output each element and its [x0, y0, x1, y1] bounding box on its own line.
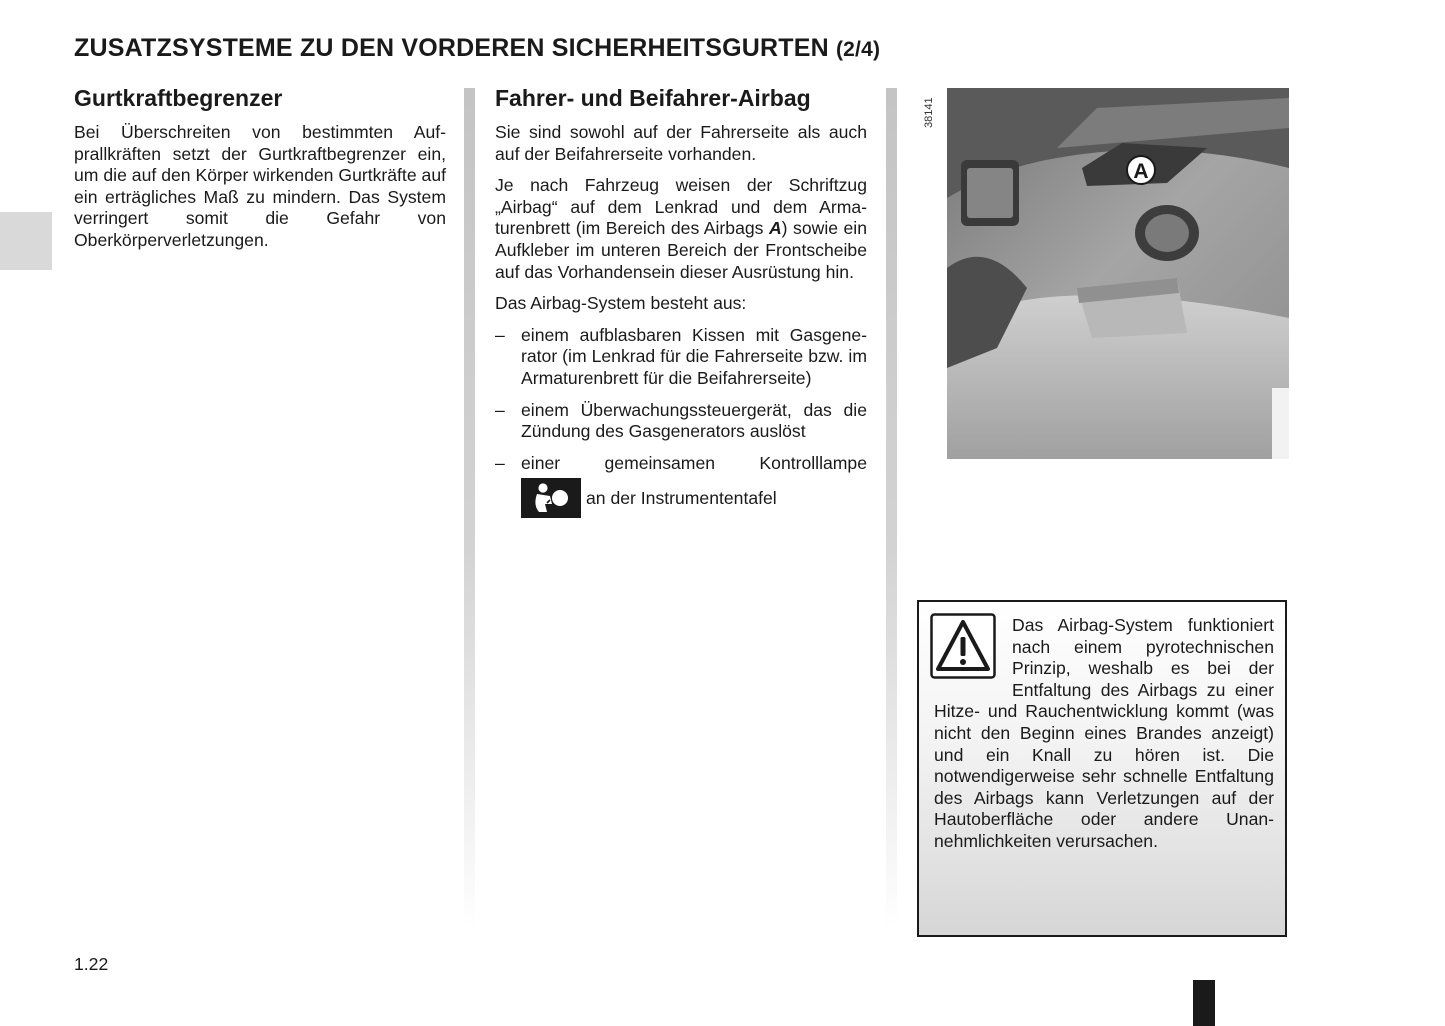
- list-item: – einem Überwachungssteuergerät, das die Zündung des Gasgenerators auslöst: [495, 400, 867, 443]
- column-belt-limiter: [74, 84, 446, 262]
- airbag-component-list: [495, 325, 867, 519]
- section-heading-belt-limiter: Gurtkraftbegrenzer: [74, 85, 283, 111]
- column-airbag: [495, 84, 867, 518]
- lamp-caption: an der Instrumententafel: [586, 487, 777, 508]
- thumb-index-mark: [1193, 980, 1215, 1026]
- column-divider: [886, 88, 897, 930]
- page-title-suffix: (2/4): [835, 38, 881, 61]
- list-item: – einem aufblasbaren Kissen mit Gasgenerator (im Lenkrad für die Fahrerseite bzw. im Armaturenbrett für die Beifahrerseite): [495, 325, 867, 390]
- page-title-main: ZUSATZSYSTEME ZU DEN VORDEREN SICHERHEITSGURTEN: [74, 34, 829, 62]
- side-tab-marker: [0, 212, 52, 270]
- airbag-paragraph-1: Sie sind sowohl auf der Fahrerseite als auch auf der Beifahrerseite vorhanden.: [495, 122, 867, 164]
- airbag-warning-icon: [521, 478, 581, 518]
- airbag-paragraph-3: Das Airbag-System besteht aus:: [495, 293, 747, 314]
- page-title: [74, 34, 880, 63]
- airbag-paragraph-2: Je nach Fahrzeug weisen der Schriftzug „Airbag“ auf dem Lenkrad und dem Armaturenbrett (im Bereich des Airbags A) sowie ein Aufkleber im unteren Bereich der Frontscheibe auf das Vorhandensein dieser Ausrüstung hin.: [495, 175, 867, 282]
- page-number: 1.22: [74, 954, 109, 974]
- section-heading-airbag: Fahrer- und Beifahrer-Airbag: [495, 85, 811, 111]
- belt-limiter-paragraph: Bei Überschreiten von bestimmten Aufprallkräften setzt der Gurtkraftbegrenzer ein, um die auf den Körper wirkenden Gurtkräfte auf ein erträgliches Maß zu mindern. Das System verringert somit die Gefahr von Oberkörperverletzungen.: [74, 122, 446, 250]
- dashboard-photo: [917, 88, 1289, 459]
- warning-box: [917, 600, 1287, 937]
- figure-label-a: A: [1133, 160, 1149, 183]
- airbag-reference-a: A: [768, 218, 782, 239]
- column-divider: [464, 88, 475, 930]
- warning-text: Das Airbag-System funktioniert nach einem pyrotechnischen Prinzip, weshalb es bei der Entfaltung des Airbags zu einer Hitze- und Rauchentwicklung kommt (was nicht den Beginn eines Brandes anzeigt) und ein Knall zu hören ist. Die notwendigerweise sehr schnelle Entfaltung des Airbags kann Verletzungen auf der Hautoberfläche oder andere Unannehmlichkeiten verursachen.: [934, 615, 1274, 851]
- list-item: – einer gemeinsamen Kontrolllampe an der Instrumententafel: [495, 453, 867, 519]
- figure-reference-number: 38141: [923, 97, 935, 128]
